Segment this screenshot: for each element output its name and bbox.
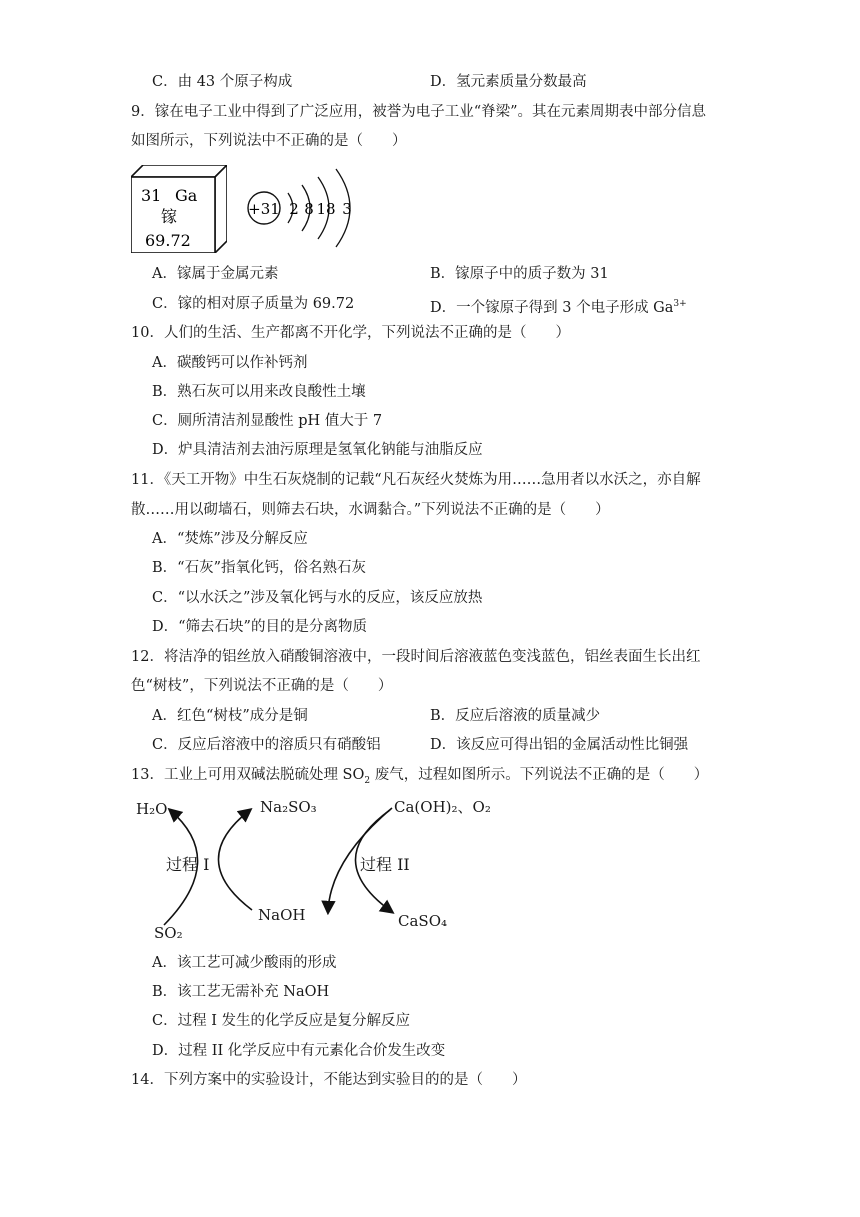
shell-2-electrons: 8 [304,200,314,218]
q13-stem: 13．工业上可用双碱法脱硫处理 $SO_2$ 废气，过程如图所示。下列说法不正确的是（ ） [131,767,709,786]
gallium-atom-structure [246,163,356,253]
periodic-table-cell [131,165,227,253]
q9-option-d: D．一个镓原子得到 3 个电子形成 $Ga^{3+}$ [430,299,687,316]
q12-option-c: C．反应后溶液中的溶质只有硝酸铝 [152,737,381,753]
label-caoh2-o2: Ca(OH)₂、O₂ [394,798,491,816]
shell-1-electrons: 2 [289,200,299,218]
q13-option-b: B．该工艺无需补充 NaOH [152,984,330,1000]
q10-option-a: A．碳酸钙可以作补钙剂 [152,355,308,371]
q11-stem-line2: 散……用以砌墙石，则筛去石块，水调黏合。”下列说法不正确的是（ ） [131,502,610,518]
q9-stem-line2: 如图所示，下列说法中不正确的是（ ） [131,133,407,149]
q13-option-c: C．过程 I 发生的化学反应是复分解反应 [152,1013,411,1029]
double-alkali-process-diagram [130,790,500,940]
q13-option-d: D．过程 II 化学反应中有元素化合价发生改变 [152,1043,446,1059]
q12-option-a: A．红色“树枝”成分是铜 [152,708,308,724]
q10-option-d: D．炉具清洁剂去油污原理是氢氧化钠能与油脂反应 [152,442,483,458]
q10-option-c: C．厕所清洁剂显酸性 pH 值大于 7 [152,413,383,429]
q8-option-d: D．氢元素质量分数最高 [430,74,587,90]
label-h2o: H₂O [136,800,168,818]
q10-stem: 10．人们的生活、生产都离不开化学，下列说法不正确的是（ ） [131,325,570,341]
q10-option-b: B．熟石灰可以用来改良酸性土壤 [152,384,366,400]
element-symbol: Ga [175,186,198,205]
q9-option-b: B．镓原子中的质子数为 31 [430,266,609,282]
q9-stem-line1: 9．镓在电子工业中得到了广泛应用，被誉为电子工业“脊梁”。其在元素周期表中部分信息 [131,104,707,120]
q14-stem: 14．下列方案中的实验设计，不能达到实验目的的是（ ） [131,1072,527,1088]
shell-3-electrons: 18 [316,200,336,218]
label-naoh: NaOH [258,906,306,924]
element-number: 31 [141,186,162,205]
q11-option-b: B．“石灰”指氧化钙，俗名熟石灰 [152,560,366,576]
q11-option-d: D．“筛去石块”的目的是分离物质 [152,619,367,635]
q11-option-c: C．“以水沃之”涉及氧化钙与水的反应，该反应放热 [152,590,483,606]
q12-option-b: B．反应后溶液的质量减少 [430,708,601,724]
element-name: 镓 [161,207,178,226]
arrow-naoh-to-na2so3 [218,810,252,910]
shell-4-electrons: 3 [342,200,352,218]
q12-option-d: D．该反应可得出铝的金属活动性比铜强 [430,737,689,753]
q12-stem-line2: 色“树枝”，下列说法不正确的是（ ） [131,678,393,694]
label-caso4: CaSO₄ [398,912,448,930]
element-mass: 69.72 [145,231,191,250]
label-process-1: 过程 I [166,855,210,874]
q8-option-c: C．由 43 个原子构成 [152,74,293,90]
label-process-2: 过程 II [360,855,410,874]
nucleus-charge: +31 [248,200,280,218]
q11-stem-line1: 11．《天工开物》中生石灰烧制的记载“凡石灰经火焚炼为用……急用者以水沃之，亦自解 [131,472,701,488]
label-na2so3: Na₂SO₃ [260,798,317,816]
q13-option-a: A．该工艺可减少酸雨的形成 [152,955,337,971]
q9-option-a: A．镓属于金属元素 [152,266,279,282]
q9-option-c: C．镓的相对原子质量为 69.72 [152,296,355,312]
q11-option-a: A．“焚炼”涉及分解反应 [152,531,308,547]
label-so2: SO₂ [154,924,183,940]
q12-stem-line1: 12．将洁净的铝丝放入硝酸铜溶液中，一段时间后溶液蓝色变浅蓝色，铝丝表面生长出红 [131,649,701,665]
